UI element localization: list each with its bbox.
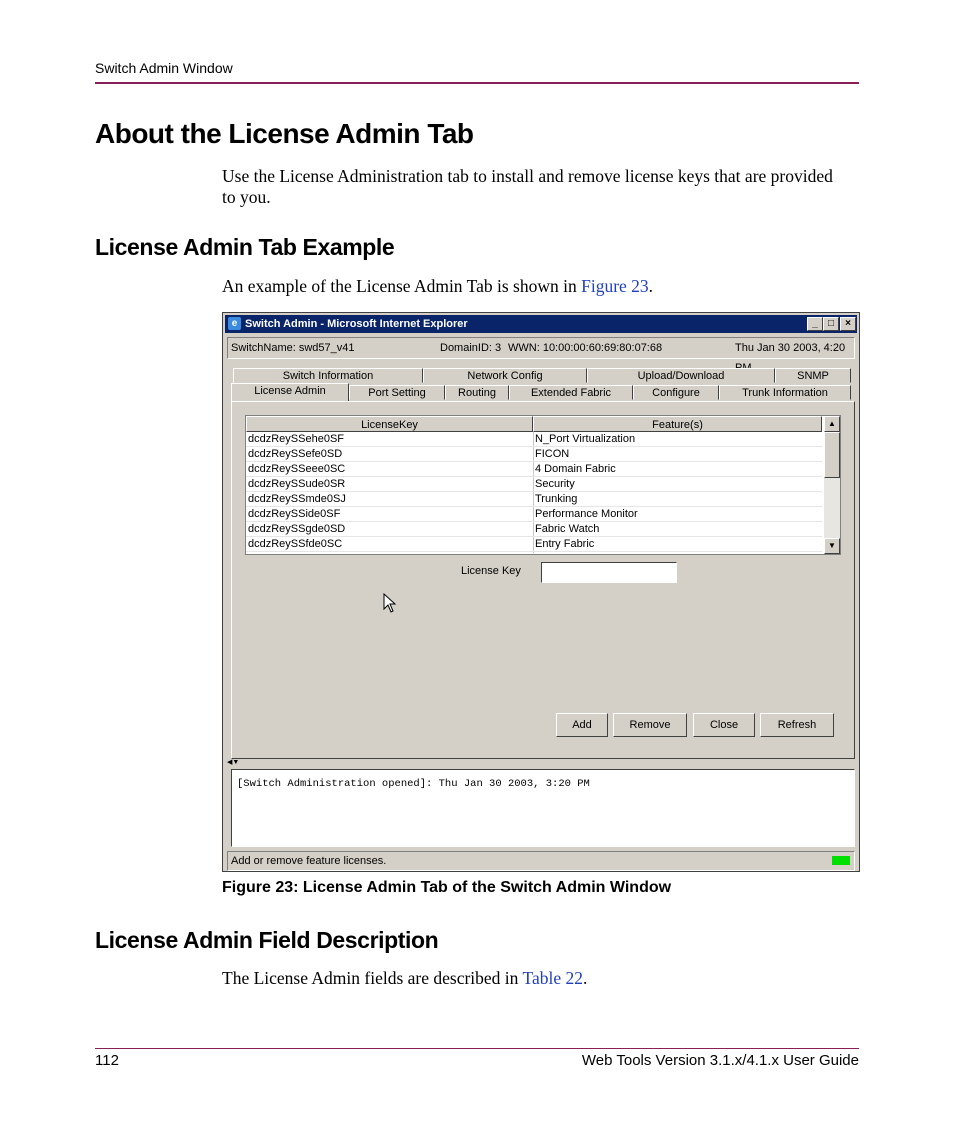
license-table <box>245 415 841 555</box>
switch-admin-window <box>222 312 860 872</box>
table-row[interactable] <box>246 537 822 552</box>
tab-row-top <box>233 368 851 383</box>
example-text-end: . <box>648 276 654 296</box>
tab-extended-fabric[interactable]: Extended Fabric <box>509 385 633 400</box>
running-header: Switch Admin Window <box>95 60 233 76</box>
feature-cell: FICON <box>535 448 570 460</box>
tab-network-config[interactable]: Network Config <box>423 368 587 383</box>
page-title: About the License Admin Tab <box>95 118 474 149</box>
feature-cell: Entry Fabric <box>535 538 595 550</box>
tab-snmp[interactable]: SNMP <box>775 368 851 383</box>
guide-title: Web Tools Version 3.1.x/4.1.x User Guide <box>581 1052 859 1069</box>
footer-rule <box>95 1048 859 1049</box>
switch-datetime: Thu Jan 30 2003, 4:20 <box>735 342 846 354</box>
license-key-cell: dcdzReySSgde0SD <box>248 523 346 535</box>
feature-cell: Performance Monitor <box>535 508 638 520</box>
tab-port-setting[interactable]: Port Setting <box>349 385 445 400</box>
header-rule <box>95 82 859 84</box>
table-header <box>246 416 822 432</box>
scroll-up-icon[interactable]: ▲ <box>824 416 840 432</box>
mouse-pointer-icon <box>383 593 397 613</box>
close-window-button[interactable]: × <box>840 317 856 331</box>
table-row[interactable] <box>246 492 822 507</box>
feature-cell: Trunking <box>535 493 578 505</box>
license-key-cell: dcdzReySSude0SR <box>248 478 346 490</box>
tab-routing[interactable]: Routing <box>445 385 509 400</box>
fields-paragraph <box>222 968 842 989</box>
status-text: Add or remove feature licenses. <box>231 855 387 867</box>
example-text: An example of the License Admin Tab is shown in <box>222 276 582 296</box>
license-key-label: License Key <box>461 565 521 577</box>
table-row[interactable] <box>246 507 822 522</box>
feature-cell: N_Port Virtualization <box>535 433 636 445</box>
scroll-thumb[interactable] <box>824 432 840 478</box>
feature-cell: Security <box>535 478 575 490</box>
license-key-cell: dcdzReySSeee0SC <box>248 463 346 475</box>
add-button[interactable]: Add <box>556 713 608 737</box>
tab-row-bottom <box>231 385 851 400</box>
table-row[interactable] <box>246 477 822 492</box>
feature-cell: 4 Domain Fabric <box>535 463 616 475</box>
switch-info-bar <box>227 337 855 359</box>
status-bar <box>227 851 855 871</box>
table-row[interactable] <box>246 462 822 477</box>
fields-text-end: . <box>582 968 588 988</box>
license-key-cell: dcdzReySSefe0SD <box>248 448 343 460</box>
table-link[interactable]: Table 22 <box>522 968 583 988</box>
tab-trunk-information[interactable]: Trunk Information <box>719 385 851 400</box>
section-example-title: License Admin Tab Example <box>95 234 395 260</box>
license-key-cell: dcdzReySSfde0SC <box>248 538 343 550</box>
ie-icon: e <box>228 317 241 330</box>
table-row[interactable] <box>246 447 822 462</box>
tab-configure[interactable]: Configure <box>633 385 719 400</box>
column-header-licensekey[interactable]: LicenseKey <box>246 416 533 432</box>
intro-paragraph: Use the License Administration tab to install and remove license keys that are provided to you. <box>222 166 833 207</box>
example-paragraph <box>222 276 842 297</box>
window-titlebar <box>225 315 857 333</box>
maximize-button[interactable]: □ <box>823 317 839 331</box>
table-scrollbar[interactable] <box>824 416 840 552</box>
wwn: WWN: 10:00:00:60:69:80:07:68 <box>508 342 663 354</box>
log-area[interactable] <box>231 769 855 847</box>
tab-upload-download[interactable]: Upload/Download <box>587 368 775 383</box>
tab-switch-information[interactable]: Switch Information <box>233 368 423 383</box>
fields-text: The License Admin fields are described in <box>222 968 523 988</box>
refresh-button[interactable]: Refresh <box>760 713 834 737</box>
minimize-button[interactable]: _ <box>807 317 823 331</box>
figure-caption: Figure 23: License Admin Tab of the Switch Admin Window <box>222 879 672 896</box>
license-key-cell: dcdzReySSehe0SF <box>248 433 344 445</box>
table-row[interactable] <box>246 432 822 447</box>
column-header-features[interactable]: Feature(s) <box>533 416 822 432</box>
figure-link[interactable]: Figure 23 <box>581 276 649 296</box>
switch-name: SwitchName: swd57_v41 <box>231 342 355 354</box>
remove-button[interactable]: Remove <box>613 713 687 737</box>
window-title: Switch Admin - Microsoft Internet Explorer <box>245 318 468 330</box>
tab-license-admin[interactable]: License Admin <box>231 383 349 401</box>
scroll-down-icon[interactable]: ▼ <box>824 538 840 554</box>
feature-cell: Fabric Watch <box>535 523 600 535</box>
status-led <box>832 856 850 865</box>
page-number: 112 <box>95 1052 119 1069</box>
log-line: [Switch Administration opened]: Thu Jan 30 2003, 3:20 PM <box>237 778 590 790</box>
section-fields-title: License Admin Field Description <box>95 927 439 953</box>
license-key-cell: dcdzReySSide0SF <box>248 508 341 520</box>
domain-id: DomainID: 3 <box>440 342 502 354</box>
license-key-input[interactable] <box>541 562 677 583</box>
license-key-cell: dcdzReySSmde0SJ <box>248 493 346 505</box>
close-button[interactable]: Close <box>693 713 755 737</box>
table-row[interactable] <box>246 522 822 537</box>
pane-splitter[interactable]: ◀▼ <box>227 759 240 766</box>
